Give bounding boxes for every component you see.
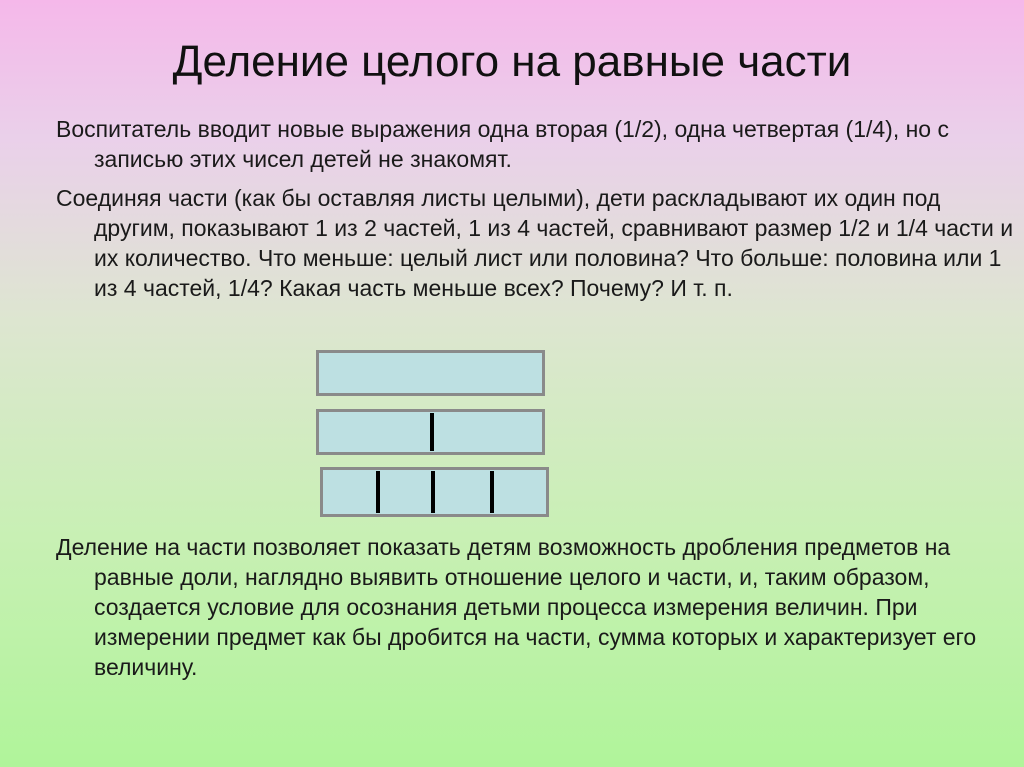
paragraph-intro: Воспитатель вводит новые выражения одна вторая (1/2), одна четвертая (1/4), но с записью этих чисел детей не знакомят. bbox=[56, 116, 949, 172]
paragraph-conclusion: Деление на части позволяет показать детям возможность дробления предметов на равные доли, наглядно выявить отношение целого и части, и, таким образом, создается условие для осознания детьми процесса измерения величин. При измерении предмет как бы дробится на части, сумма которых и характеризует его величину. bbox=[56, 534, 977, 680]
halves-strip bbox=[316, 409, 545, 455]
paragraph-comparison: Соединяя части (как бы оставляя листы целыми), дети раскладывают их один под другим, показывают 1 из 2 частей, 1 из 4 частей, сравнивают размер 1/2 и 1/4 части и их количество. Что меньше: целый лист или половина? Что больше: половина или 1 из 4 частей, 1/4? Какая часть меньше всех? Почему? И т. п. bbox=[56, 185, 1014, 301]
quarters-strip bbox=[320, 467, 549, 517]
page-title: Деление целого на равные части bbox=[172, 37, 852, 86]
strip-divider bbox=[490, 471, 494, 513]
whole-strip bbox=[316, 350, 545, 396]
strip-divider bbox=[430, 413, 434, 451]
strip-divider bbox=[376, 471, 380, 513]
strip-divider bbox=[431, 471, 435, 513]
